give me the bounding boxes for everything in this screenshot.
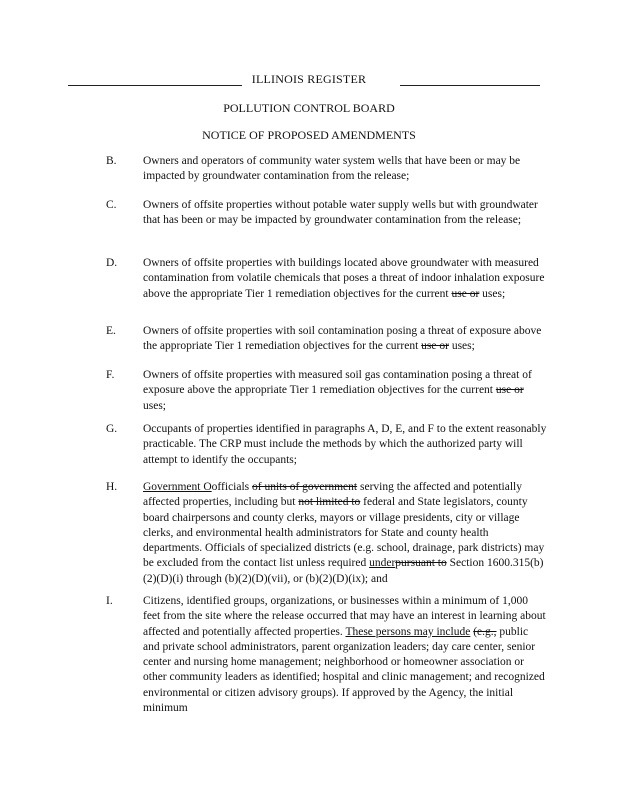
text-run: public and private school administrators, parent organization leaders; day care center, senior center and nursing home management; neighborhood or homeowner association or other community leaders as identified; hospital and clinic management; and recognized environmental or citizen advisory groups). If approved by the Agency, the initial minimum xyxy=(143,625,545,715)
paragraph-label: F. xyxy=(106,369,115,381)
text-run: uses; xyxy=(479,287,506,300)
notice-title: NOTICE OF PROPOSED AMENDMENTS xyxy=(202,128,416,142)
deleted-text: of units of government xyxy=(252,481,358,493)
paragraph-label: C. xyxy=(106,199,117,211)
deleted-text: use or xyxy=(495,384,524,397)
text-run: uses; xyxy=(448,340,475,353)
deleted-text: not limited to xyxy=(298,496,361,509)
deleted-text: (e.g., xyxy=(473,625,497,638)
paragraph-text xyxy=(143,256,547,302)
paragraph-label: I. xyxy=(106,595,113,607)
paragraph-label: E. xyxy=(106,325,116,337)
text-run: Owners of offsite properties with measured soil gas contamination posing a threat of exposure above the appropriate Tier 1 remediation objectives for the current xyxy=(143,369,532,397)
board-title: POLLUTION CONTROL BOARD xyxy=(223,101,395,115)
paragraph-text: Owners and operators of community water system wells that have been or may be impacted by groundwater contamination from the release; xyxy=(143,155,521,183)
register-header xyxy=(0,72,618,87)
paragraph-text xyxy=(143,480,547,587)
deleted-text: use or xyxy=(421,340,449,353)
text-run: Owners of offsite properties with buildings located above groundwater with measured contamination from volatile chemicals that poses a threat of indoor inhalation exposure above the appropriate Tier 1 remediation objectives for the current xyxy=(143,257,545,300)
inserted-text: under xyxy=(369,557,396,570)
paragraph-text xyxy=(143,368,547,414)
paragraph-text: Occupants of properties identified in paragraphs A, D, E, and F to the extent reasonably practicable. The CRP must include the methods by which the authorized party will attempt to identify the occupants; xyxy=(143,423,547,466)
paragraph-text xyxy=(143,594,547,716)
register-title: ILLINOIS REGISTER xyxy=(251,72,367,86)
deleted-text: pursuant to xyxy=(395,557,447,570)
inserted-text: Government O xyxy=(143,481,212,493)
text-run: uses; xyxy=(143,399,166,412)
inserted-text: These persons may include xyxy=(345,625,471,638)
text-run: serving the affected and potentially affected properties, including but xyxy=(143,481,522,509)
paragraph-text xyxy=(143,324,547,355)
deleted-text: use or xyxy=(451,287,480,300)
text-run: federal and State legislators, county board chairpersons and county clerks, mayors or village presidents, city or village clerks, and environmental health administrators for State and county health departments. Officials of specialized districts (e.g. school, drainage, park districts) may be excluded from the contact list unless required xyxy=(143,496,545,570)
paragraph-label: D. xyxy=(106,257,118,269)
paragraph-label: G. xyxy=(106,423,118,435)
text-run: Citizens, identified groups, organizations, or businesses within a minimum of 1,000 feet from the site where the release occurred that may have an interest in learning about affected and potentially affected properties. xyxy=(143,595,546,638)
text-run: Section 1600.315(b)(2)(D)(i) through (b)(2)(D)(vii), or (b)(2)(D)(ix); and xyxy=(143,557,544,585)
text-run: officials xyxy=(211,481,253,493)
text-run: Owners of offsite properties with soil contamination posing a threat of exposure above the appropriate Tier 1 remediation objectives for the current xyxy=(143,325,542,353)
paragraph-label: B. xyxy=(106,155,117,167)
paragraph-text: Owners of offsite properties without potable water supply wells but with groundwater that has been or may be impacted by groundwater contamination from the release; xyxy=(143,199,538,227)
paragraph-label: H. xyxy=(106,481,118,493)
